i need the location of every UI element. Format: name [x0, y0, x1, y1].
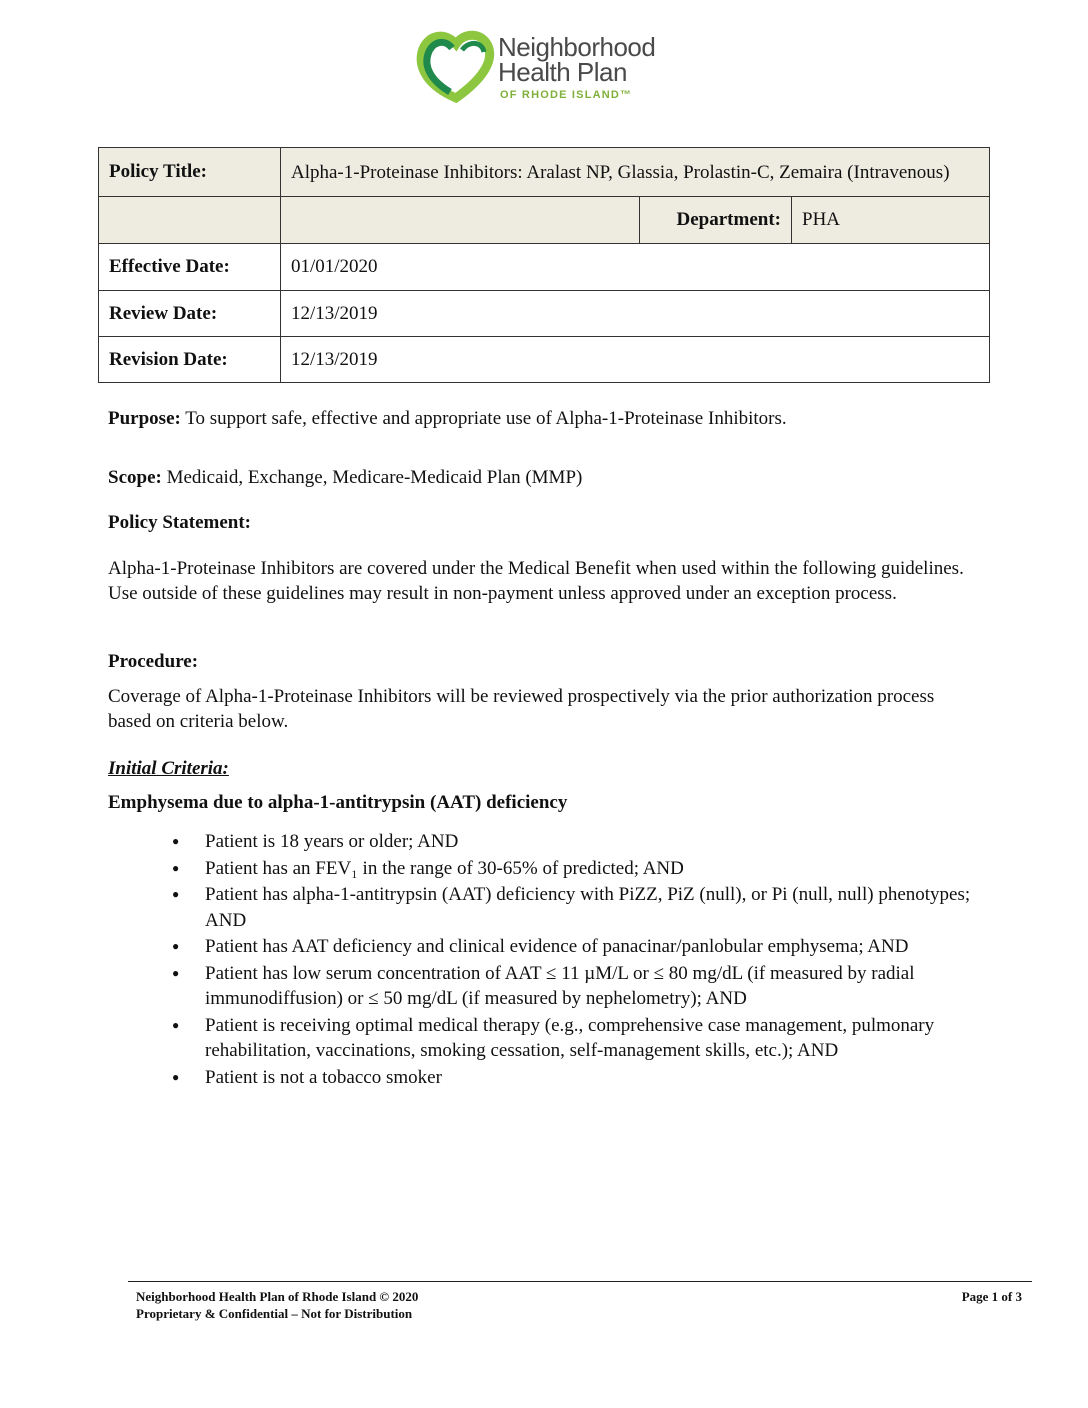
table-row [99, 148, 990, 197]
logo-text-line1: Neighborhood [498, 32, 656, 62]
procedure-text: Coverage of Alpha-1-Proteinase Inhibitors will be reviewed prospectively via the prior authorization process based on criteria below. [108, 686, 935, 732]
list-item: ● Patient is not a tobacco smoker [160, 1065, 990, 1091]
effective-date-label: Effective Date: [99, 244, 281, 291]
table-row [99, 197, 990, 244]
footer-divider [128, 1281, 1032, 1282]
policy-statement-heading: Policy Statement: [108, 512, 251, 533]
list-item: ● Patient has AAT deficiency and clinical evidence of panacinar/panlobular emphysema; AND [160, 934, 990, 960]
footer-page-number: Page 1 of 3 [961, 1289, 1022, 1304]
purpose-text: To support safe, effective and appropriate use of Alpha-1-Proteinase Inhibitors. [180, 408, 787, 429]
policy-info-table [98, 147, 990, 383]
list-item: ● Patient has an FEV₁ in the range of 30-65% of predicted; AND [160, 856, 990, 882]
revision-date-label: Revision Date: [99, 337, 281, 383]
footer-confidential: Proprietary & Confidential – Not for Distribution [136, 1306, 413, 1321]
list-item: ● Patient is receiving optimal medical therapy (e.g., comprehensive case management, pulmonary rehabilitation, vaccinations, smoking cessation, self-management skills, etc.); AND [160, 1013, 990, 1064]
list-item: ● Patient has alpha-1-antitrypsin (AAT) deficiency with PiZZ, PiZ (null), or Pi (null, null) phenotypes; AND [160, 882, 990, 933]
logo-text-line2: Health Plan [498, 57, 627, 87]
revision-date-value: 12/13/2019 [281, 337, 990, 383]
criteria-subheading: Emphysema due to alpha-1-antitrypsin (AAT) deficiency [108, 792, 568, 813]
logo-text-line3: OF RHODE ISLAND™ [500, 89, 633, 101]
policy-statement-text: Alpha-1-Proteinase Inhibitors are covered under the Medical Benefit when used within the following guidelines. Use outside of these guidelines may result in non-payment unless approved under an exception process. [108, 558, 964, 604]
effective-date-value: 01/01/2020 [281, 244, 990, 291]
procedure-heading: Procedure: [108, 651, 199, 672]
footer-org: Neighborhood Health Plan of Rhode Island © 2020 [136, 1289, 419, 1304]
list-item: ● Patient has low serum concentration of AAT ≤ 11 µM/L or ≤ 80 mg/dL (if measured by radial immunodiffusion) or ≤ 50 mg/dL (if measured by nephelometry); AND [160, 961, 990, 1012]
empty-cell [281, 197, 640, 244]
initial-criteria-heading: Initial Criteria: [108, 758, 229, 779]
review-date-label: Review Date: [99, 291, 281, 337]
purpose-paragraph [108, 407, 988, 432]
table-row [99, 337, 990, 383]
scope-text: Medicaid, Exchange, Medicare-Medicaid Plan (MMP) [161, 467, 583, 488]
list-item: ● Patient is 18 years or older; AND [160, 829, 990, 855]
company-logo [416, 28, 686, 104]
scope-paragraph [108, 466, 988, 491]
department-label: Department: [640, 197, 792, 244]
review-date-value: 12/13/2019 [281, 291, 990, 337]
policy-title-value: Alpha-1-Proteinase Inhibitors: Aralast NP, Glassia, Prolastin-C, Zemaira (Intravenous) [281, 148, 990, 197]
policy-title-label: Policy Title: [99, 148, 281, 197]
purpose-label: Purpose: [108, 408, 181, 429]
empty-cell [99, 197, 281, 244]
table-row [99, 291, 990, 337]
table-row [99, 244, 990, 291]
criteria-bullet-list [160, 829, 990, 1091]
logo-heart-icon [416, 28, 496, 104]
scope-label: Scope: [108, 467, 162, 488]
department-value: PHA [792, 197, 990, 244]
